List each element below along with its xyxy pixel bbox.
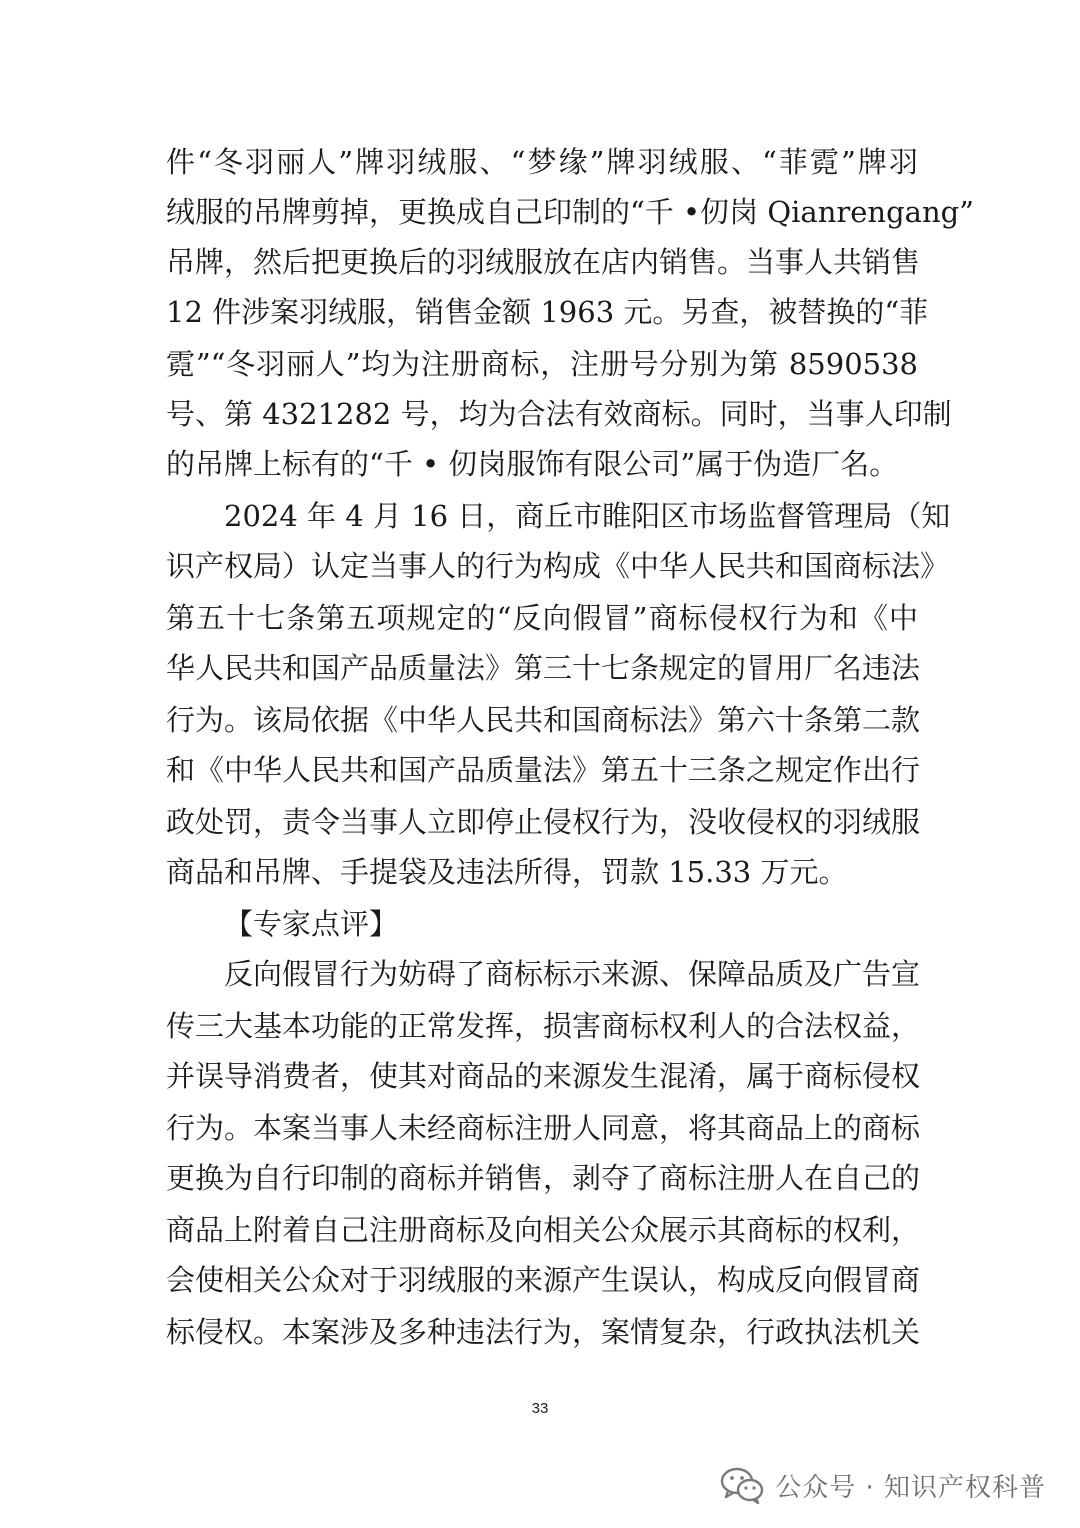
text-line: 霓”“冬羽丽人”均为注册商标，注册号分别为第 8590538 bbox=[166, 347, 918, 381]
watermark bbox=[719, 1466, 1046, 1504]
text-line: 和《中华人民共和国产品质量法》第五十三条之规定作出行 bbox=[166, 753, 921, 787]
text-line: 华人民共和国产品质量法》第三十七条规定的冒用厂名违法 bbox=[166, 651, 921, 685]
text-line: 行为。该局依据《中华人民共和国商标法》第六十条第二款 bbox=[166, 703, 921, 737]
text-line: 号、第 4321282 号，均为合法有效商标。同时，当事人印制 bbox=[166, 397, 952, 431]
text-line: 第五十七条第五项规定的“反向假冒”商标侵权行为和《中 bbox=[166, 601, 918, 635]
text-line: 商品上附着自己注册商标及向相关公众展示其商标的权利， bbox=[166, 1213, 921, 1247]
text-line: 传三大基本功能的正常发挥，损害商标权利人的合法权益， bbox=[166, 1009, 921, 1043]
text-line: 的吊牌上标有的“千 • 仞岗服饰有限公司”属于伪造厂名。 bbox=[166, 447, 899, 481]
text-line: 行为。本案当事人未经商标注册人同意，将其商品上的商标 bbox=[166, 1111, 921, 1145]
text-line: 商品和吊牌、手提袋及违法所得，罚款 15.33 万元。 bbox=[166, 855, 848, 889]
wechat-icon bbox=[719, 1466, 765, 1504]
text-line: 政处罚，责令当事人立即停止侵权行为，没收侵权的羽绒服 bbox=[166, 805, 921, 839]
text-line: 件“冬羽丽人”牌羽绒服、“梦缘”牌羽绒服、“菲霓”牌羽 bbox=[166, 145, 918, 179]
paragraph-first-line: 2024 年 4 月 16 日，商丘市睢阳区市场监督管理局（知 bbox=[224, 499, 951, 533]
text-line: 并误导消费者，使其对商品的来源发生混淆，属于商标侵权 bbox=[166, 1059, 921, 1093]
page-number: 33 bbox=[531, 1400, 549, 1417]
section-heading: 【专家点评】 bbox=[224, 907, 399, 941]
text-line: 识产权局）认定当事人的行为构成《中华人民共和国商标法》 bbox=[166, 549, 950, 583]
text-line: 会使相关公众对于羽绒服的来源产生误认，构成反向假冒商 bbox=[166, 1263, 921, 1297]
paragraph-first-line: 反向假冒行为妨碍了商标标示来源、保障品质及广告宣 bbox=[224, 957, 921, 991]
text-line: 吊牌，然后把更换后的羽绒服放在店内销售。当事人共销售 bbox=[166, 245, 921, 279]
text-line: 12 件涉案羽绒服，销售金额 1963 元。另查，被替换的“菲 bbox=[166, 295, 929, 329]
text-line: 绒服的吊牌剪掉，更换成自己印制的“千 •仞岗 Qianrengang” bbox=[166, 195, 975, 229]
text-line: 标侵权。本案涉及多种违法行为，案情复杂，行政执法机关 bbox=[166, 1315, 921, 1349]
watermark-text: 公众号 · 知识产权科普 bbox=[775, 1472, 1046, 1503]
text-line: 更换为自行印制的商标并销售，剥夺了商标注册人在自己的 bbox=[166, 1161, 921, 1195]
